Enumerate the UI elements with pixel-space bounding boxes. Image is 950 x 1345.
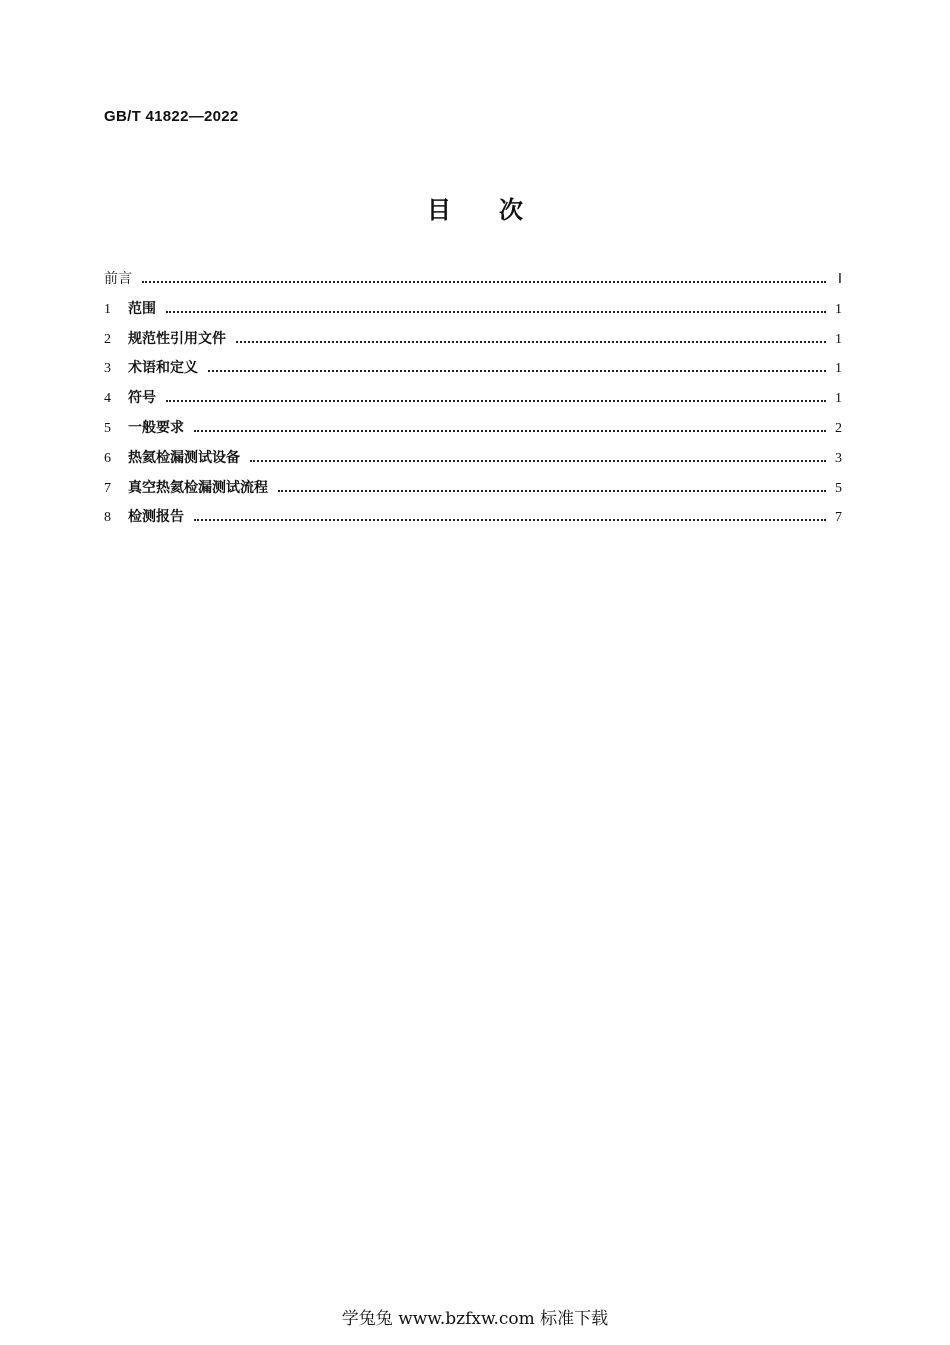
toc-leader-dots bbox=[250, 459, 826, 462]
toc-label: 前言 bbox=[104, 271, 132, 287]
toc-label: 热氦检漏测试设备 bbox=[128, 449, 240, 466]
toc-section-number: 1 bbox=[104, 301, 111, 317]
toc-label: 检测报告 bbox=[128, 509, 184, 526]
toc-section-number: 3 bbox=[104, 361, 111, 377]
toc-entry-2[interactable] bbox=[104, 328, 842, 358]
toc-page-number: 1 bbox=[835, 391, 842, 407]
toc-page-number: 1 bbox=[835, 361, 842, 377]
toc-section-number: 5 bbox=[104, 420, 111, 436]
toc-leader-dots bbox=[194, 518, 826, 521]
toc-entry-7[interactable] bbox=[104, 477, 842, 507]
toc-label: 术语和定义 bbox=[128, 360, 198, 377]
toc-section-number: 4 bbox=[104, 391, 111, 407]
toc-page-number: 2 bbox=[835, 420, 842, 436]
toc-entry-8[interactable] bbox=[104, 506, 842, 536]
toc-page-number: 1 bbox=[835, 301, 842, 317]
toc-section-number: 8 bbox=[104, 510, 111, 526]
toc-page-number: 5 bbox=[835, 480, 842, 496]
toc-section-number: 2 bbox=[104, 331, 111, 347]
toc-entry-6[interactable] bbox=[104, 447, 842, 477]
toc-leader-dots bbox=[166, 399, 826, 402]
toc-label: 真空热氦检漏测试流程 bbox=[128, 479, 268, 496]
toc-label: 规范性引用文件 bbox=[128, 330, 226, 347]
toc-leader-dots bbox=[142, 280, 826, 283]
footer-watermark: 学兔兔 www.bzfxw.com 标准下载 bbox=[341, 1309, 609, 1329]
toc-leader-dots bbox=[236, 340, 826, 343]
toc-leader-dots bbox=[166, 310, 826, 313]
toc-entry-foreword[interactable] bbox=[104, 268, 842, 298]
toc-leader-dots bbox=[208, 369, 826, 372]
toc-leader-dots bbox=[194, 429, 826, 432]
toc-page-number: 1 bbox=[835, 331, 842, 347]
toc-entry-5[interactable] bbox=[104, 417, 842, 447]
table-of-contents bbox=[104, 268, 842, 536]
toc-section-number: 6 bbox=[104, 450, 111, 466]
toc-label: 一般要求 bbox=[128, 419, 184, 436]
toc-entry-3[interactable] bbox=[104, 357, 842, 387]
toc-page-number: 3 bbox=[835, 450, 842, 466]
toc-page-number: Ⅰ bbox=[837, 272, 842, 287]
toc-label: 范围 bbox=[128, 300, 156, 317]
toc-page-number: 7 bbox=[835, 510, 842, 526]
toc-section-number: 7 bbox=[104, 480, 111, 496]
toc-leader-dots bbox=[278, 489, 826, 492]
toc-entry-1[interactable] bbox=[104, 298, 842, 328]
standard-number: GB/T 41822—2022 bbox=[104, 108, 239, 125]
toc-entry-4[interactable] bbox=[104, 387, 842, 417]
page-title: 目次 bbox=[427, 196, 571, 224]
toc-label: 符号 bbox=[128, 390, 156, 407]
